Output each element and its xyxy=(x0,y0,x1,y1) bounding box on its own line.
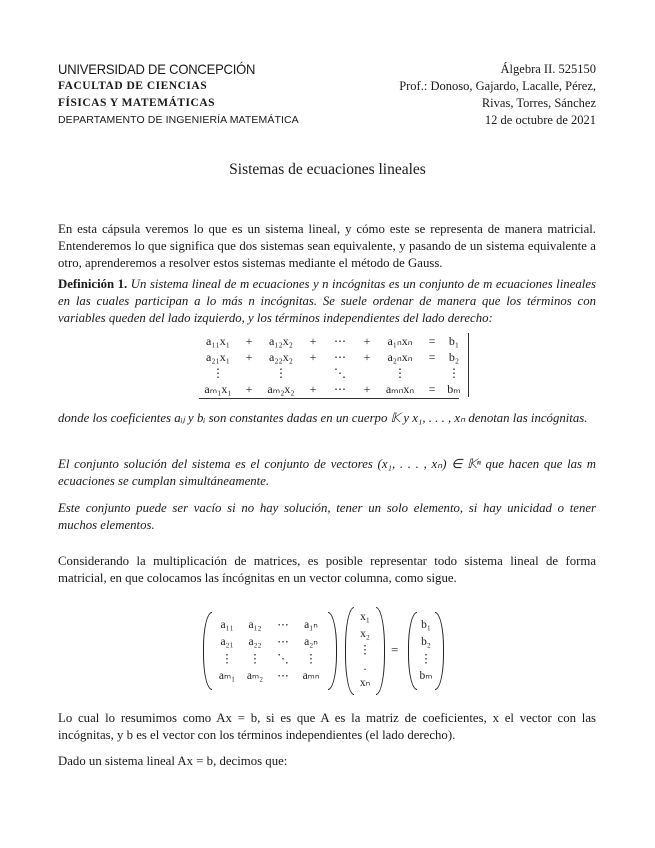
system-cell: ⋯ xyxy=(334,382,346,396)
coefficients-note: donde los coeficientes aᵢⱼ y bᵢ son constantes dadas en un cuerpo 𝕂 y x₁, . . . , xₙ denotan las incógnitas. xyxy=(58,411,588,425)
unknowns-vector xyxy=(345,607,385,695)
given-system-line: Dado un sistema lineal Ax = b, decimos que: xyxy=(58,754,288,768)
system-underline xyxy=(199,398,459,399)
system-cell: aₘ₂x₂ xyxy=(267,382,295,396)
constants-vector xyxy=(408,612,444,690)
solution-set-cardinality-note: Este conjunto puede ser vacío si no hay solución, tener un solo elemento, si hay unicidad o tener muchos elementos. xyxy=(58,501,596,532)
system-row xyxy=(199,333,465,349)
matrix-cell: ⋮ xyxy=(305,653,317,665)
matrix-summary: Lo cual lo resumimos como Ax = b, si es que A es la matriz de coeficientes, x el vector con las incógnitas, y b es el vector con los términos independientes (el lado derecho). xyxy=(58,711,596,742)
system-cell: aₘ₁x₁ xyxy=(204,382,232,396)
system-cell: + xyxy=(309,350,317,364)
matrix-cell: aₘ₂ xyxy=(246,670,264,682)
system-cell: a₁₁x₁ xyxy=(206,334,230,348)
system-row xyxy=(199,381,465,397)
system-cell: ⋮ xyxy=(212,366,224,380)
system-cell: aₘₙxₙ xyxy=(385,382,415,396)
system-cell: + xyxy=(245,350,253,364)
system-cell: a₂₂x₂ xyxy=(269,350,293,364)
matrix-cell: ⋯ xyxy=(277,670,289,682)
solution-set-definition: El conjunto solución del sistema es el conjunto de vectores (x₁, . . . , xₙ) ∈ 𝕂ⁿ que hacen que las m ecuaciones se cumplan simultáneamente. xyxy=(58,457,596,488)
system-cell: + xyxy=(363,350,371,364)
matrix-cell: a₁₁ xyxy=(220,619,234,631)
definition-text: Un sistema lineal de m ecuaciones y n incógnitas es un conjunto de m ecuaciones lineales en las cuales participan a lo más n incógnitas. Se suele ordenar de manera que los términos con variables queden del lado izquierdo, y los términos independientes del lado derecho: xyxy=(58,277,596,325)
matrix-cell: a₂ₙ xyxy=(304,636,318,648)
intro-paragraph: En esta cápsula veremos lo que es un sistema lineal, y cómo este se representa de manera matricial. Entenderemos lo que significa que dos sistemas sean equivalente, y pasando de un sistema equivalente a otro, aprenderemos a resolver estos sistemas mediante el método de Gauss. xyxy=(58,222,596,270)
matrix-form-intro: Considerando la multiplicación de matrices, es posible representar todo sistema lineal de forma matricial, en que colocamos las íncógnitas en un vector columna, como sigue. xyxy=(58,554,596,585)
system-cell: ⋯ xyxy=(334,334,346,348)
system-cell: ⋮ xyxy=(448,366,460,380)
university-name: UNIVERSIDAD DE CONCEPCIÓN xyxy=(58,61,256,78)
matrix-equation xyxy=(203,607,443,695)
system-cell: = xyxy=(428,334,436,348)
system-cell: + xyxy=(309,382,317,396)
system-cell: a₂ₙxₙ xyxy=(387,350,413,364)
coefficient-matrix xyxy=(203,612,337,690)
matrix-cell: ⋱ xyxy=(277,653,289,665)
vector-entry: ⋮ xyxy=(420,653,432,665)
matrix-cell: a₁₂ xyxy=(248,619,262,631)
header-left xyxy=(58,61,299,129)
vector-entry: x₂ xyxy=(360,627,370,640)
faculty-line-1: FACULTAD DE CIENCIAS xyxy=(58,80,208,92)
system-cell xyxy=(355,365,379,381)
system-cell: = xyxy=(428,350,436,364)
system-cell: + xyxy=(245,382,253,396)
vector-entry: bₘ xyxy=(419,670,433,682)
faculty-line-2: FÍSICAS Y MATEMÁTICAS xyxy=(58,97,216,109)
matrix-cell: aₘₙ xyxy=(302,670,320,682)
matrix-row xyxy=(213,668,325,685)
definition-block xyxy=(58,276,596,327)
system-cell: a₂₁x₁ xyxy=(206,350,230,364)
vector-entry: . xyxy=(363,660,367,673)
matrix-cell: a₂₂ xyxy=(248,636,262,648)
vector-entry: x₁ xyxy=(360,611,370,623)
system-cell: ⋮ xyxy=(275,366,287,380)
system-cell xyxy=(421,365,443,381)
matrix-row xyxy=(213,651,325,668)
system-row xyxy=(199,365,465,381)
system-row xyxy=(199,349,465,365)
vector-entry: ⋮ xyxy=(359,644,371,656)
matrix-cell: a₁ₙ xyxy=(304,619,318,631)
document-title: Sistemas de ecuaciones lineales xyxy=(229,161,426,178)
equals-sign: = xyxy=(391,642,399,657)
definition-label: Definición 1. xyxy=(58,277,128,291)
system-cell: ⋯ xyxy=(334,350,346,364)
system-cell: + xyxy=(363,382,371,396)
system-cell: a₁ₙxₙ xyxy=(387,334,413,348)
professors-line-2: Rivas, Torres, Sánchez xyxy=(481,96,596,110)
vector-entry: b₂ xyxy=(421,636,431,648)
system-cell: bₘ xyxy=(447,382,461,396)
matrix-cell: aₘ₁ xyxy=(218,670,236,682)
system-cell: ⋮ xyxy=(394,366,406,380)
matrix-cell: ⋮ xyxy=(221,653,233,665)
document-date: 12 de octubre de 2021 xyxy=(484,113,596,127)
professors-line-1: Prof.: Donoso, Gajardo, Lacalle, Pérez, xyxy=(399,79,596,93)
matrix-row xyxy=(213,617,325,634)
matrix-cell: ⋯ xyxy=(277,619,289,631)
matrix-row xyxy=(213,634,325,651)
equation-system xyxy=(199,333,469,397)
matrix-cell: a₂₁ xyxy=(220,636,234,648)
system-cell xyxy=(237,365,261,381)
system-cell: + xyxy=(245,334,253,348)
department-name: DEPARTAMENTO DE INGENIERÍA MATEMÁTICA xyxy=(58,114,299,126)
system-cell xyxy=(301,365,325,381)
system-cell: b₂ xyxy=(448,350,460,364)
vector-entry: xₙ xyxy=(359,677,371,689)
matrix-cell: ⋯ xyxy=(277,636,289,648)
system-cell: ⋱ xyxy=(334,366,346,380)
course-code: Álgebra II. 525150 xyxy=(500,62,596,76)
system-cell: + xyxy=(309,334,317,348)
matrix-cell: ⋮ xyxy=(249,653,261,665)
header-right xyxy=(399,61,596,129)
system-cell: a₁₂x₂ xyxy=(269,334,293,348)
vector-entry: b₁ xyxy=(421,619,431,631)
system-cell: + xyxy=(363,334,371,348)
system-cell: = xyxy=(428,382,436,396)
system-cell: b₁ xyxy=(448,334,460,348)
